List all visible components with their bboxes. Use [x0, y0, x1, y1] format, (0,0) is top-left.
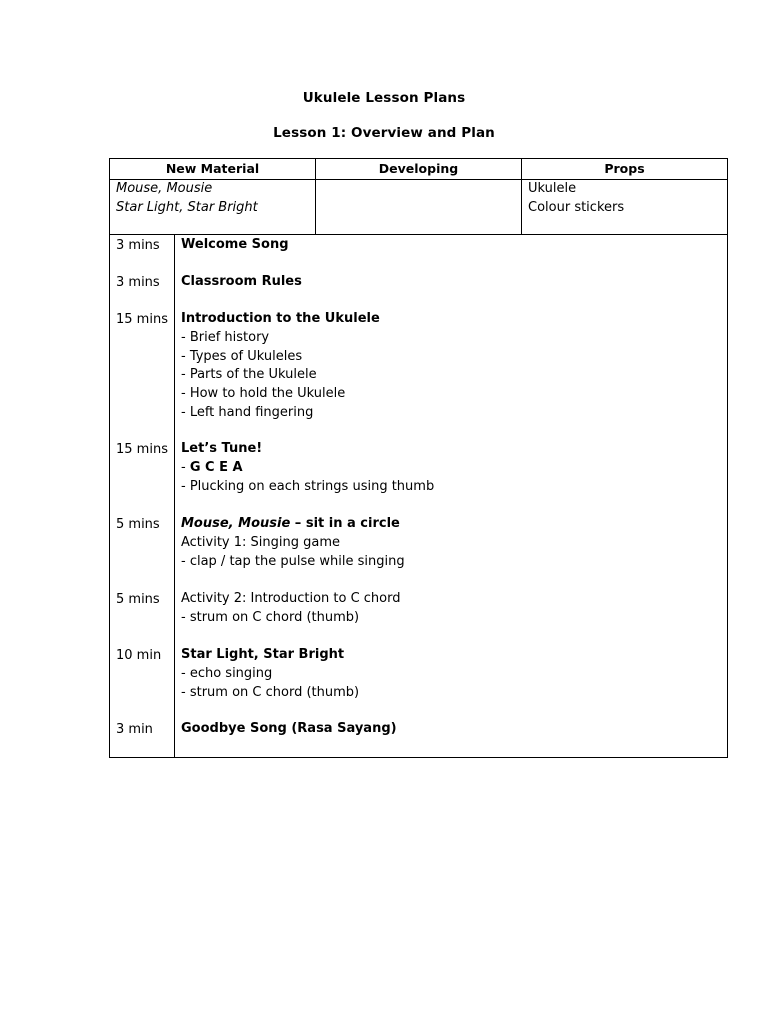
document-subtitle: Lesson 1: Overview and Plan [273, 125, 495, 141]
activity-title: Star Light, Star Bright [181, 647, 345, 662]
activity-cell [181, 440, 434, 496]
document-title: Ukulele Lesson Plans [302, 90, 466, 106]
materials-table [109, 158, 728, 235]
activity-detail: - Types of Ukuleles [181, 348, 303, 364]
props-column [522, 159, 727, 234]
activity-detail: - strum on C chord (thumb) [181, 609, 360, 625]
activity-title: Welcome Song [181, 237, 289, 252]
activity-title: Goodbye Song (Rasa Sayang) [181, 721, 397, 736]
activity-cell [181, 236, 289, 255]
string-names: G C E A [189, 459, 243, 475]
time-cell: 3 mins [116, 238, 160, 253]
developing-column [316, 159, 522, 234]
detail-prefix: - [181, 459, 190, 475]
props-item: Ukulele [528, 181, 577, 196]
activity-detail: Activity 2: Introduction to C chord [181, 591, 401, 606]
activity-title: Classroom Rules [181, 274, 302, 289]
time-cell: 5 mins [116, 517, 160, 532]
activity-cell [181, 590, 401, 628]
props-header: Props [522, 159, 727, 180]
new-material-item: Mouse, Mousie [116, 181, 213, 196]
time-cell: 15 mins [116, 442, 168, 457]
time-cell: 10 min [116, 648, 162, 663]
time-cell: 3 mins [116, 275, 160, 290]
activity-cell [181, 310, 380, 423]
activity-detail: - echo singing [181, 665, 273, 681]
column-divider [174, 235, 175, 757]
activity-detail: Activity 1: Singing game [181, 534, 341, 550]
activity-cell [181, 273, 302, 292]
activity-detail: - Plucking on each strings using thumb [181, 478, 435, 494]
time-cell: 3 min [116, 722, 153, 737]
activity-note: – sit in a circle [290, 516, 400, 531]
activity-detail [181, 459, 434, 478]
developing-header: Developing [316, 159, 521, 180]
new-material-column [110, 159, 316, 234]
activity-detail: - Parts of the Ukulele [181, 367, 317, 383]
props-item: Colour stickers [528, 200, 625, 215]
activity-detail: - Left hand fingering [181, 404, 314, 420]
song-title: Mouse, Mousie [181, 516, 291, 531]
activity-detail: - clap / tap the pulse while singing [181, 553, 405, 569]
time-cell: 15 mins [116, 312, 168, 327]
activity-title: Introduction to the Ukulele [181, 311, 380, 326]
activity-detail: - How to hold the Ukulele [181, 386, 346, 402]
activity-title: Let’s Tune! [181, 441, 263, 456]
activity-title [181, 515, 405, 534]
activity-detail: - Brief history [181, 329, 270, 345]
activity-cell [181, 646, 359, 702]
new-material-header: New Material [110, 159, 315, 180]
activity-cell [181, 515, 405, 571]
schedule-table [109, 234, 728, 758]
new-material-item: Star Light, Star Bright [116, 200, 258, 215]
activity-detail: - strum on C chord (thumb) [181, 684, 360, 700]
activity-cell [181, 720, 397, 739]
time-cell: 5 mins [116, 592, 160, 607]
